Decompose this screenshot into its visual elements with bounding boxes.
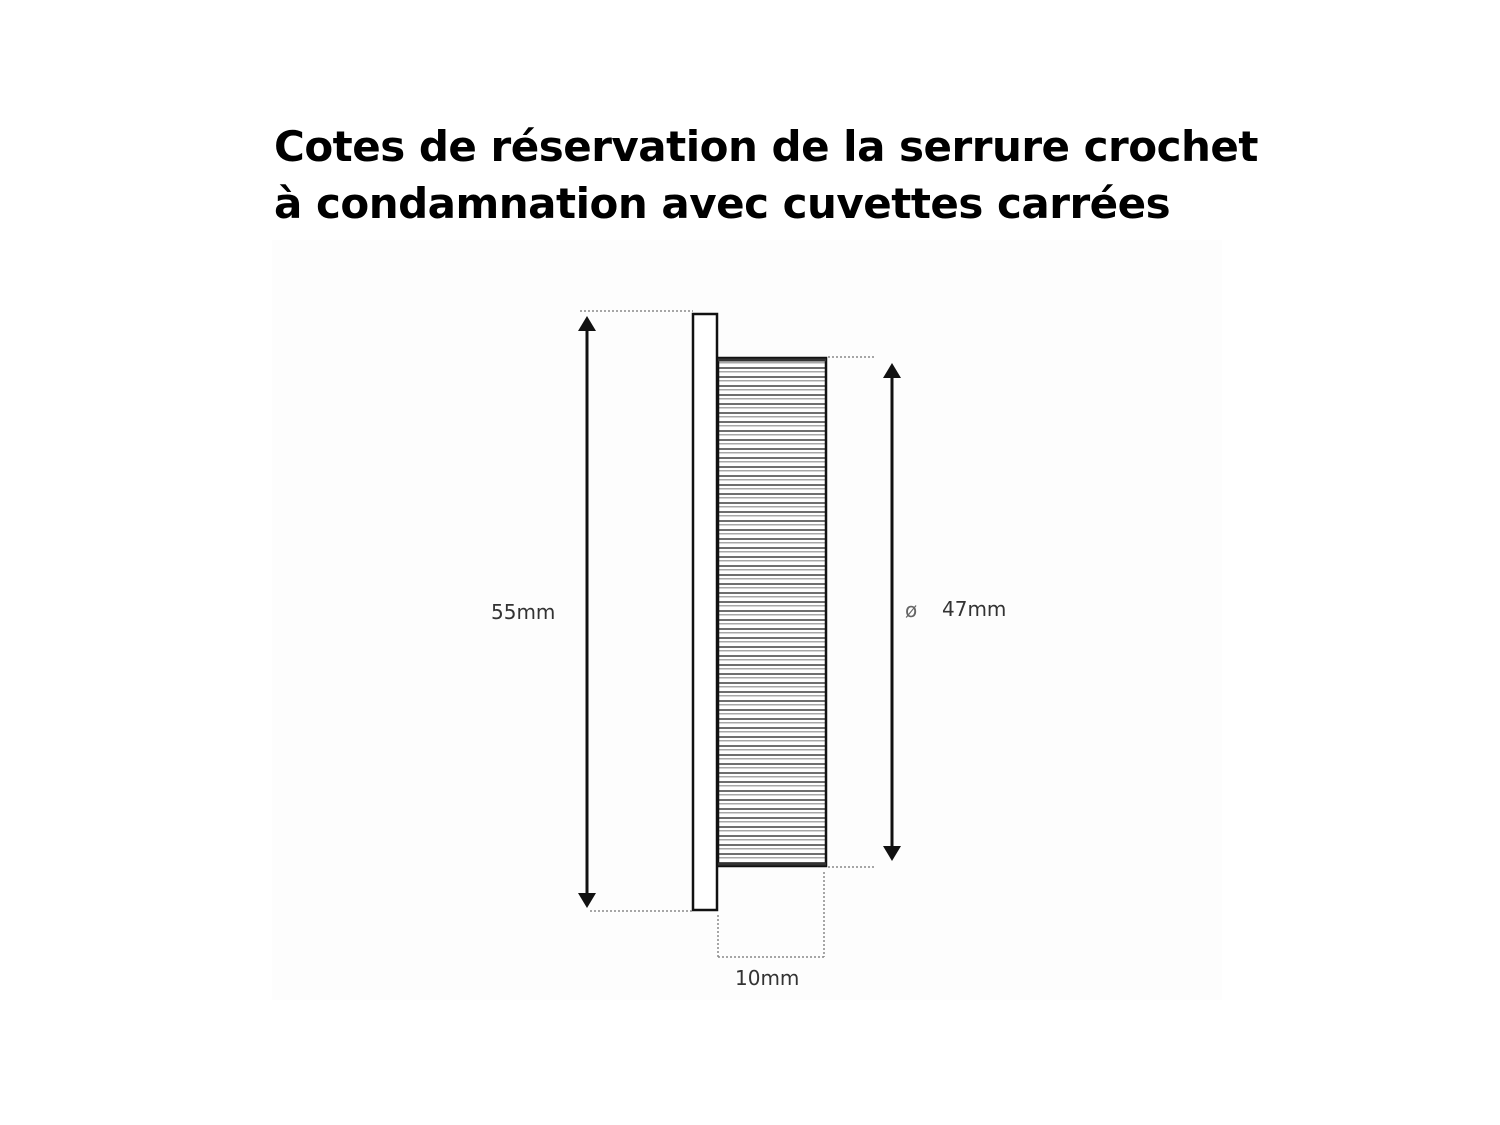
title-line-1: Cotes de réservation de la serrure crochet <box>274 122 1258 171</box>
cup-body <box>718 358 826 866</box>
diameter-dimension-arrow <box>883 363 901 861</box>
height-dimension-arrow <box>578 316 596 908</box>
diameter-symbol: ø <box>905 598 918 622</box>
title-line-2: à condamnation avec cuvettes carrées <box>274 179 1171 228</box>
height-label: 55mm <box>491 600 556 624</box>
front-plate <box>693 314 717 910</box>
depth-label: 10mm <box>735 966 800 990</box>
diameter-label: 47mm <box>942 597 1007 621</box>
